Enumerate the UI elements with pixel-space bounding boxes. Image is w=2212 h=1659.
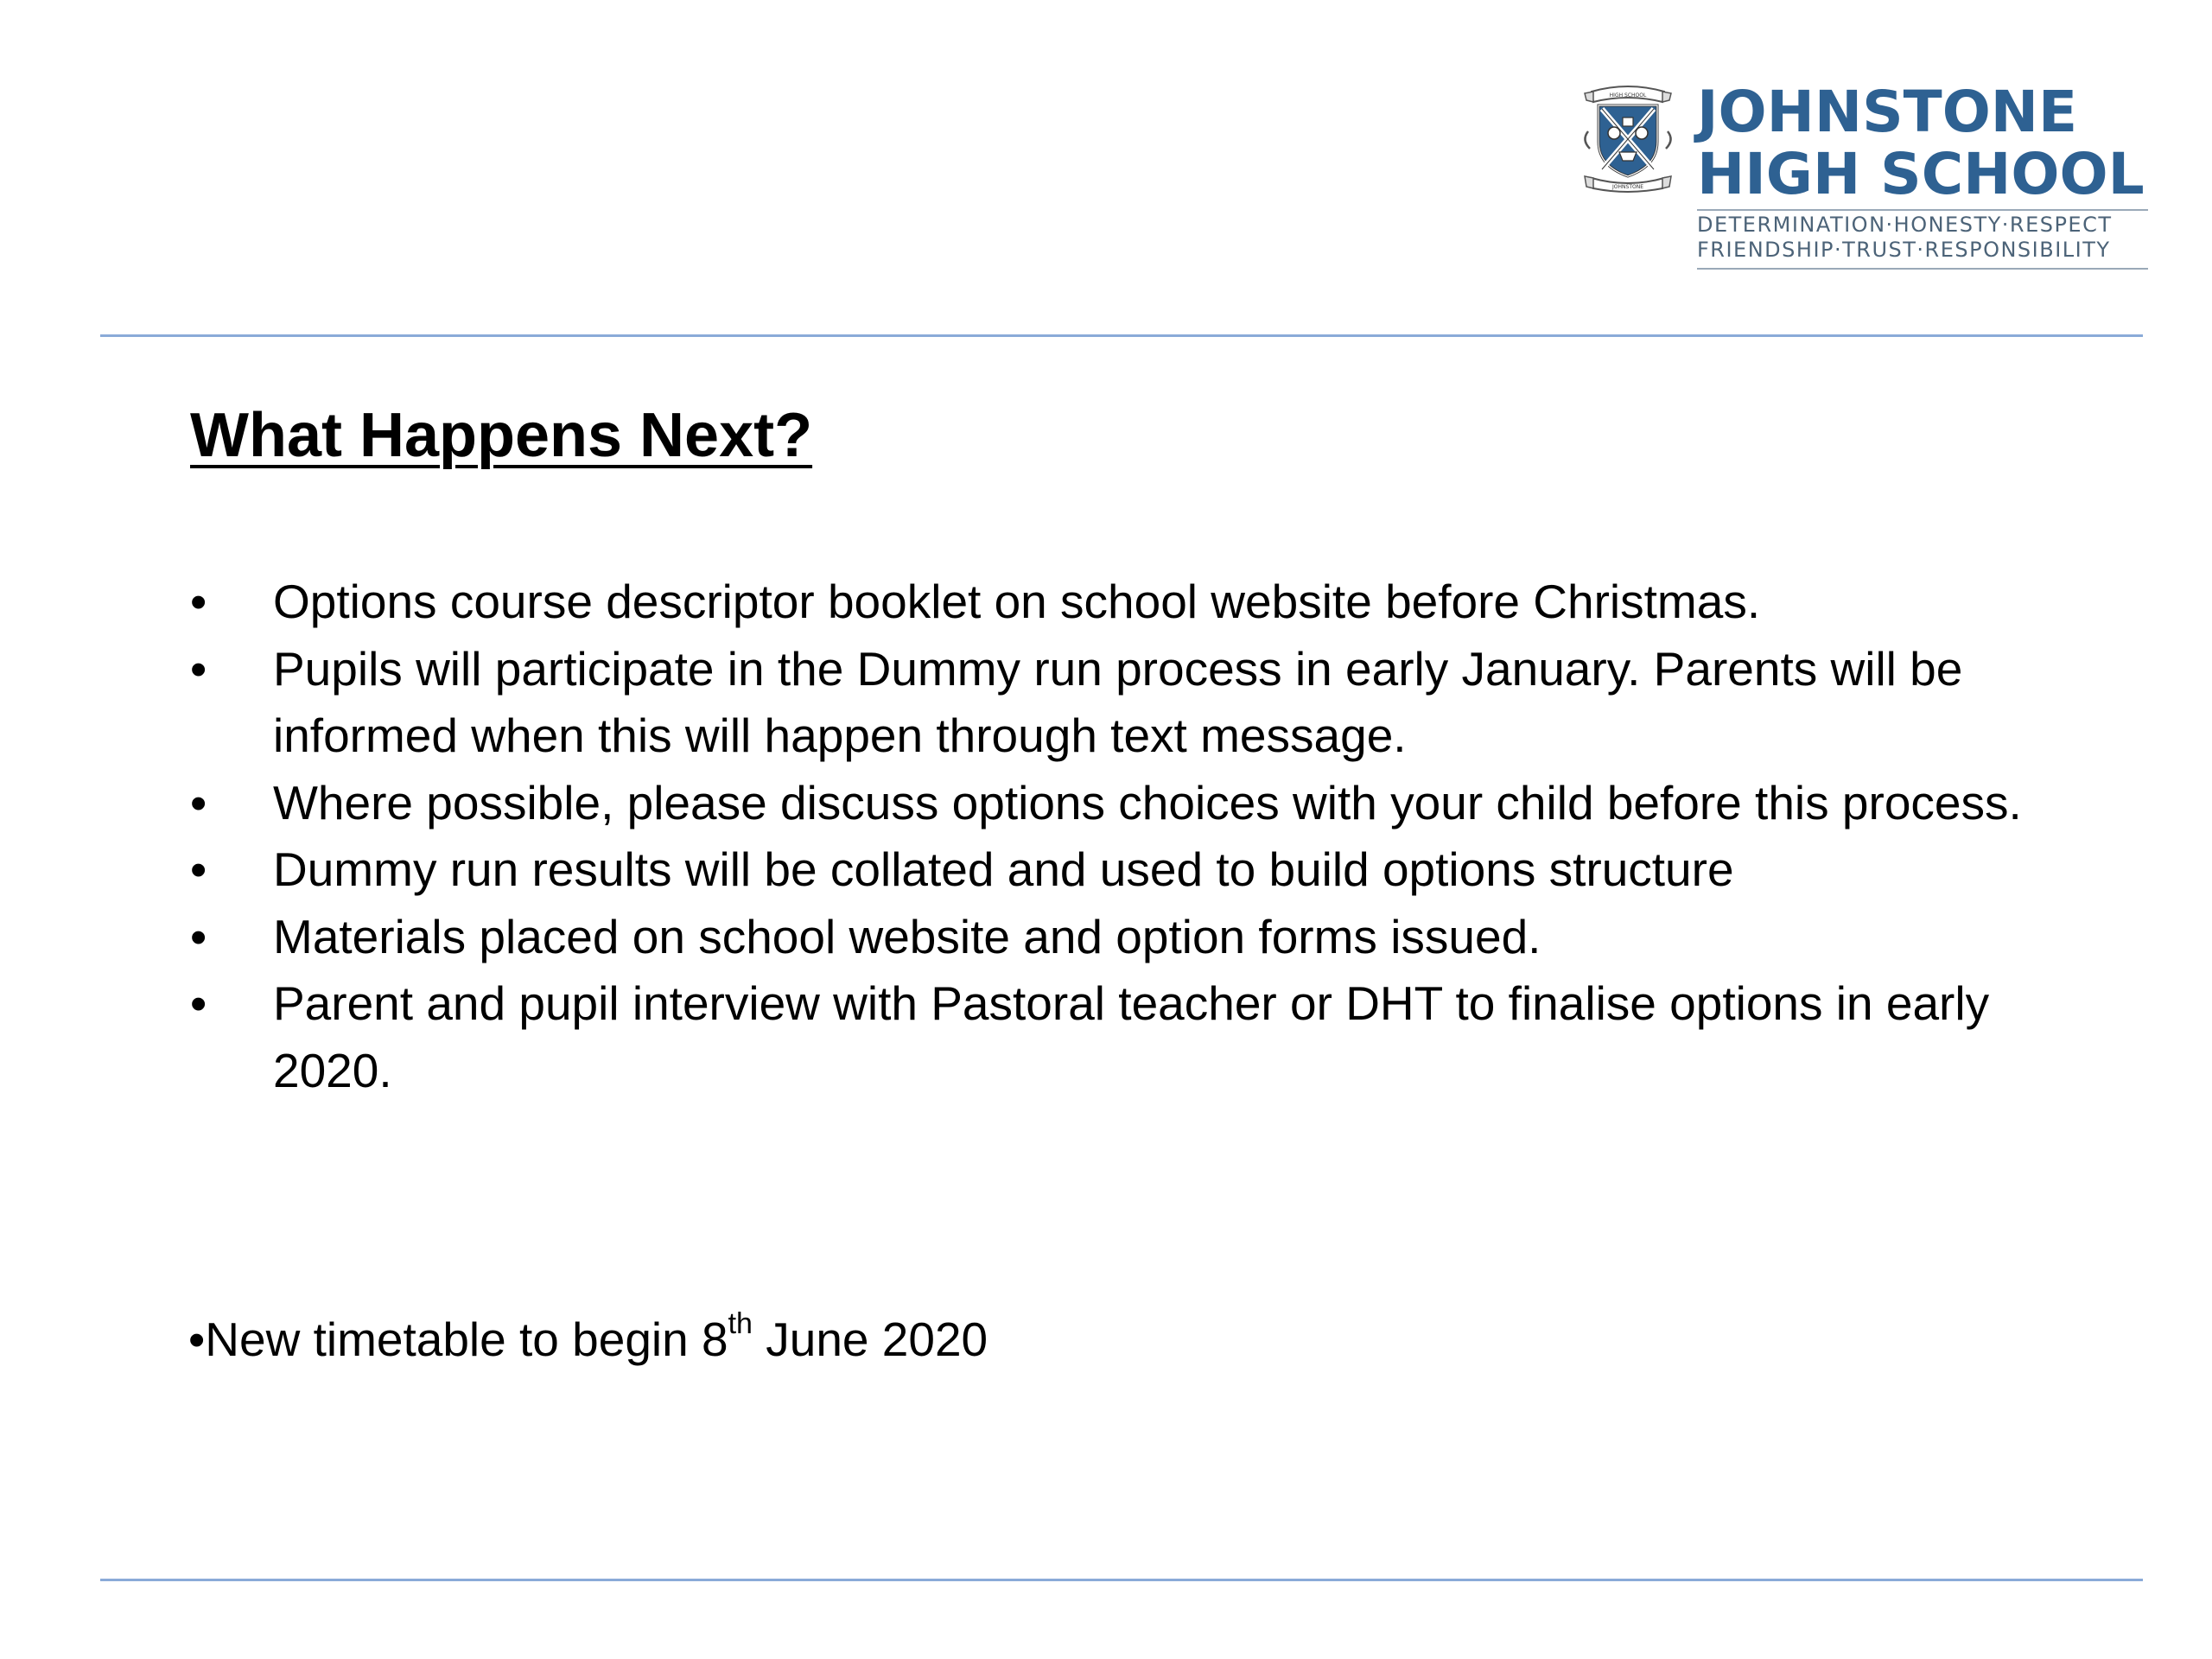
- crest-bottom-scroll-text: JOHNSTONE: [1612, 184, 1643, 190]
- bullet-item: [190, 970, 2091, 1104]
- school-name: [1697, 81, 2146, 206]
- timetable-note: [188, 1305, 988, 1374]
- school-crest-icon: [1580, 79, 1676, 194]
- school-logo: [1580, 79, 2150, 278]
- values-divider-bottom: [1697, 268, 2148, 270]
- bullet-item: [190, 770, 2091, 837]
- school-name-line-2: HIGH SCHOOL: [1697, 141, 2145, 207]
- bullet-dot: •: [190, 842, 207, 896]
- bullet-dot: •: [190, 775, 207, 830]
- timetable-note-superscript: th: [728, 1307, 753, 1340]
- school-values-line-2: FRIENDSHIP·TRUST·RESPONSIBILITY: [1697, 238, 2111, 262]
- school-name-line-1: JOHNSTONE: [1697, 79, 2078, 145]
- bullet-dot: •: [190, 575, 207, 628]
- timetable-note-suffix: June 2020: [752, 1313, 988, 1366]
- bullet-item: [190, 904, 2091, 971]
- timetable-note-prefix: •New timetable to begin 8: [188, 1313, 728, 1366]
- crest-top-scroll-text: HIGH SCHOOL: [1609, 92, 1647, 99]
- bullet-text: Materials placed on school website and option forms issued.: [273, 909, 1541, 963]
- bullet-dot: •: [190, 641, 207, 696]
- bullet-item: [190, 636, 2091, 770]
- bullet-item: [190, 569, 2091, 636]
- bullet-text: Parent and pupil interview with Pastoral teacher or DHT to finalise options in early 2020.: [273, 976, 1990, 1097]
- footer-divider: [100, 1579, 2143, 1581]
- bullet-list: [190, 569, 2091, 1104]
- slide-title: What Happens Next?: [190, 401, 813, 470]
- bullet-dot: •: [190, 976, 207, 1030]
- school-values-line-1: DETERMINATION·HONESTY·RESPECT: [1697, 213, 2113, 237]
- values-divider-top: [1697, 209, 2148, 211]
- bullet-text: Where possible, please discuss options choices with your child before this process.: [273, 775, 2022, 830]
- bullet-item: [190, 836, 2091, 904]
- bullet-text: Dummy run results will be collated and used to build options structure: [273, 842, 1734, 896]
- bullet-text: Options course descriptor booklet on school website before Christmas.: [273, 575, 1761, 628]
- bullet-text: Pupils will participate in the Dummy run process in early January. Parents will be informed when this will happen through text message.: [273, 641, 1963, 762]
- school-values: [1697, 213, 2150, 263]
- header-divider: [100, 334, 2143, 337]
- bullet-dot: •: [190, 909, 207, 963]
